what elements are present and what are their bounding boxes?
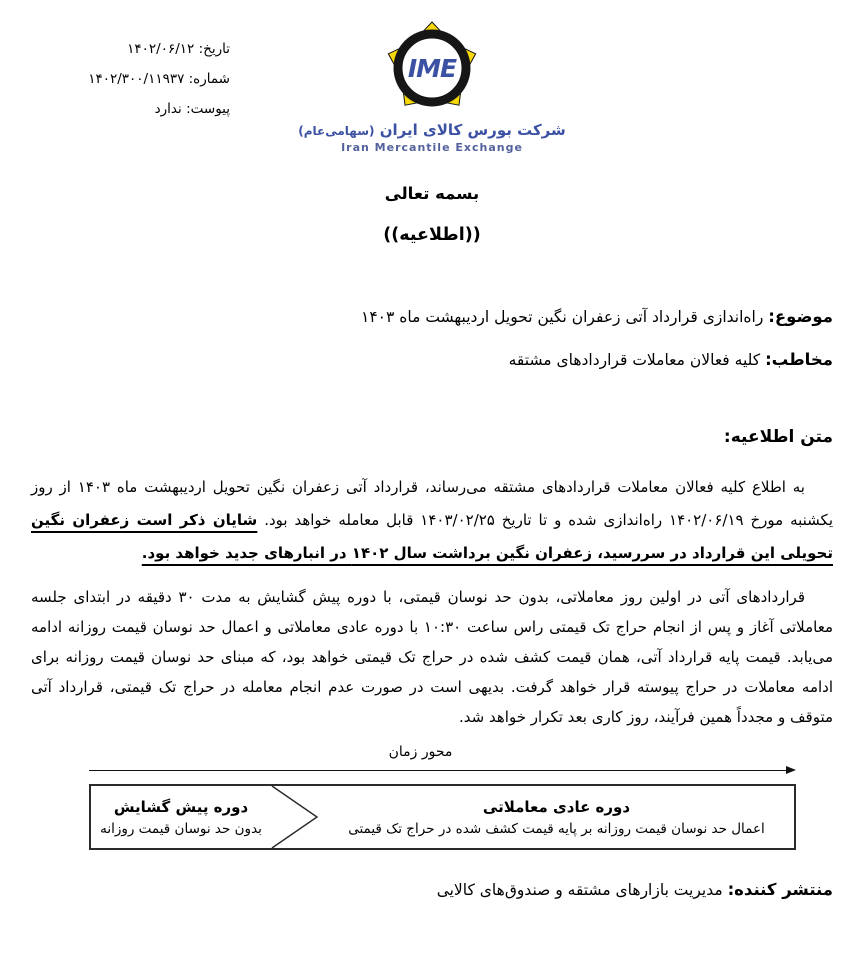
chevron-divider-icon (271, 786, 319, 848)
ime-logo-icon (384, 20, 480, 116)
paragraph-1-normal: به اطلاع کلیه فعالان معاملات قراردادهای مشتقه می‌رساند، قرارداد آتی زعفران نگین تحویل اردیبهشت ماه ۱۴۰۳ از روز یکشنبه مورخ ۱۴۰۲/۰۶/۱۹ راه‌اندازی شده و تا تاریخ ۱۴۰۳/۰۲/۲۵ قابل معامله خواهد بود. (31, 478, 834, 529)
publisher-label: منتشر کننده: (727, 880, 833, 899)
preopen-period-title: دوره پیش گشایش (113, 797, 249, 816)
letterhead-attachment (28, 94, 230, 124)
time-axis-arrowhead-icon (786, 766, 796, 774)
audience-line (31, 350, 833, 369)
normal-trading-period-section (319, 786, 794, 848)
paragraph-1-emphasis: شایان ذکر است زعفران نگین تحویلی این قرارداد در سررسید، زعفران نگین برداشت سال ۱۴۰۲ در انبارهای جدید خواهد بود. (31, 511, 833, 562)
company-name-fa: شرکت بورس کالای ایران (سهامی‌عام) (298, 121, 566, 139)
preopen-period-section (91, 786, 271, 848)
publisher-text: مدیریت بازارهای مشتقه و صندوق‌های کالایی (436, 881, 728, 899)
normal-period-subtitle: اعمال حد نوسان قیمت روزانه بر پایه قیمت کشف شده در حراج تک قیمتی (348, 820, 765, 837)
letter-content (0, 184, 864, 899)
preopen-period-subtitle: بدون حد نوسان قیمت روزانه (100, 820, 262, 837)
number-label: شماره: (188, 71, 230, 87)
basmala-heading: بسمه تعالی (384, 184, 480, 203)
paragraph-trading-mechanism: قراردادهای آتی در اولین روز معاملاتی، بدون حد نوسان قیمتی، با دوره پیش گشایش به مدت ۳۰ دقیقه در ابتدای جلسه معاملاتی آغاز و پس از انجام حراج تک قیمتی راس ساعت ۱۰:۳۰ با دوره عادی معاملاتی و اعمال حد نوسان قیمت روزانه ادامه می‌یابد. قیمت پایه قرارداد آتی، همان قیمت کشف شده در حراج تک قیمتی خواهد بود، که مبنای حد نوسان قیمت روزانه برای ادامه معاملات در حراج پیوسته قرار خواهد گرفت. بدیهی است در صورت عدم انجام معامله در حراج تک قیمتی، قرارداد آتی متوقف و مجدداً همین فرآیند، روز کاری بعد تکرار خواهد شد. (31, 588, 833, 726)
trading-periods-box (89, 784, 796, 850)
attachment-label: پیوست: (186, 101, 230, 117)
number-value: ۱۴۰۲/۳۰۰/۱۱۹۳۷ (88, 71, 185, 87)
subject-text: راه‌اندازی قرارداد آتی زعفران نگین تحویل اردیبهشت ماه ۱۴۰۳ (361, 308, 769, 326)
trading-timeline-diagram (89, 744, 796, 850)
date-value: ۱۴۰۲/۰۶/۱۲ (127, 41, 195, 57)
company-type-fa: (سهامی‌عام) (298, 124, 375, 138)
subject-line (31, 307, 833, 326)
time-axis-line (89, 770, 792, 771)
time-axis-arrow (89, 766, 796, 775)
letterhead-meta (28, 34, 230, 124)
letterhead-date (28, 34, 230, 64)
publisher-line (31, 880, 833, 899)
audience-label: مخاطب: (765, 350, 833, 369)
body-section-label: متن اطلاعیه: (723, 427, 833, 447)
logo-monogram: IME (407, 54, 457, 83)
letterhead-number (28, 64, 230, 94)
date-label: تاریخ: (198, 41, 230, 57)
paragraph-launch-info (31, 471, 833, 570)
subject-label: موضوع: (768, 307, 833, 326)
audience-text: کلیه فعالان معاملات قراردادهای مشتقه (508, 351, 766, 369)
company-name-en: Iran Mercantile Exchange (341, 141, 523, 154)
attachment-value: ندارد (154, 101, 182, 117)
time-axis-label: محور زمان (388, 744, 453, 760)
notice-title: ((اطلاعیه)) (383, 225, 481, 245)
normal-period-title: دوره عادی معاملاتی (482, 797, 631, 816)
